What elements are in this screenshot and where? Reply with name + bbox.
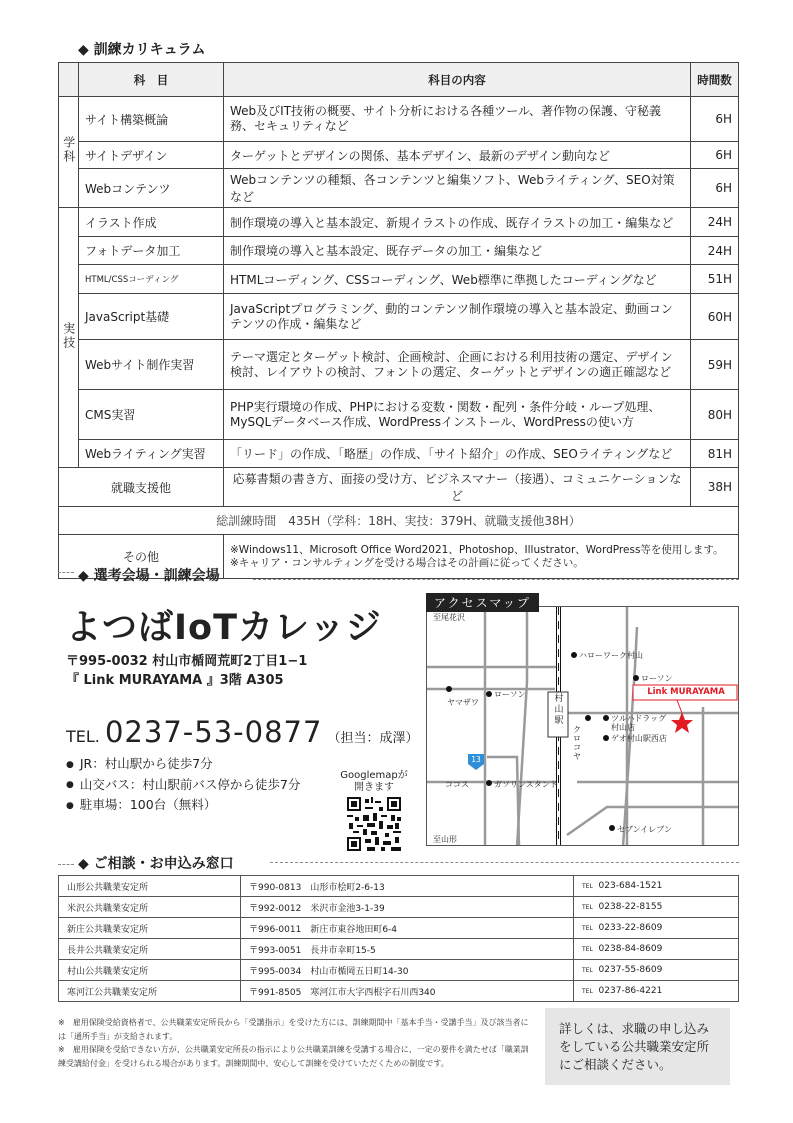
content-cell: 制作環境の導入と基本設定、新規イラストの作成、既存イラストの加工・編集など xyxy=(224,208,691,237)
total-hours: 総訓練時間 435H（学科：18H、実技：379H、就職支援他38H） xyxy=(59,507,739,535)
office-tel: TEL 0237-55-8609 xyxy=(574,960,739,981)
label-lawson-east: ローソン xyxy=(641,674,673,683)
divider xyxy=(58,864,74,865)
content-cell: 「リード」の作成、「略歴」の作成、「サイト紹介」の作成、SEOライティングなど xyxy=(224,440,691,468)
table-row xyxy=(59,169,739,208)
job-support-content: 応募書類の書き方、面接の受け方、ビジネスマナー（接遇）、コミュニケーションなど xyxy=(224,468,691,507)
label-link-murayama: Link MURAYAMA xyxy=(647,687,725,697)
content-cell: JavaScriptプログラミング、動的コンテンツ制作環境の導入と基本設定、動画コンテンツの作成・編集など xyxy=(224,294,691,340)
table-row xyxy=(59,142,739,169)
table-row xyxy=(59,981,739,1002)
content-cell: HTMLコーディング、CSSコーディング、Web標準に準拠したコーディングなど xyxy=(224,265,691,294)
table-row xyxy=(59,876,739,897)
divider xyxy=(253,579,739,580)
subject-cell: CMS実習 xyxy=(79,390,224,440)
label-station: 村山駅 xyxy=(554,694,564,726)
table-row xyxy=(59,960,739,981)
table-row xyxy=(59,939,739,960)
subject-cell: サイト構築概論 xyxy=(79,97,224,142)
table-row xyxy=(59,897,739,918)
school-name: よつばIoTカレッジ xyxy=(66,608,382,648)
office-address: 〒990-0813 山形市桧町2-6-13 xyxy=(241,876,574,897)
map-title: アクセスマップ xyxy=(426,593,539,612)
table-row xyxy=(59,265,739,294)
divider xyxy=(58,572,74,573)
label-to-yamagata: 至山形 xyxy=(433,835,457,844)
office-tel: TEL 0233-22-8609 xyxy=(574,918,739,939)
curriculum-table xyxy=(58,62,739,579)
job-support-subject: 就職支援他 xyxy=(59,468,224,507)
label-lawson-west: ローソン xyxy=(494,690,526,699)
content-cell: Webコンテンツの種類、各コンテンツと編集ソフト、Webライティング、SEO対策など xyxy=(224,169,691,208)
office-address: 〒996-0011 新庄市東谷地田町6-4 xyxy=(241,918,574,939)
table-row xyxy=(59,390,739,440)
access-map[interactable] xyxy=(426,606,739,846)
office-tel: TEL 0237-86-4221 xyxy=(574,981,739,1002)
access-item: ● 山交バス：村山駅前バス停から徒歩7分 xyxy=(66,775,300,796)
office-name: 米沢公共職業安定所 xyxy=(59,897,241,918)
subject-cell: Webコンテンツ xyxy=(79,169,224,208)
office-name: 新庄公共職業安定所 xyxy=(59,918,241,939)
route-13-icon: 13 xyxy=(471,755,481,764)
footnotes xyxy=(58,1016,530,1070)
office-name: 村山公共職業安定所 xyxy=(59,960,241,981)
qr-note: Googlemapが 開きます xyxy=(340,770,408,793)
tel-number: 0237-53-0877 xyxy=(104,715,323,749)
header-category xyxy=(59,63,79,97)
hours-cell: 6H xyxy=(691,169,739,208)
total-row xyxy=(59,507,739,535)
curriculum-section-title: ◆ 訓練カリキュラム xyxy=(78,42,206,58)
office-tel: TEL 0238-22-8155 xyxy=(574,897,739,918)
header-content: 科目の内容 xyxy=(224,63,691,97)
header-hours: 時間数 xyxy=(691,63,739,97)
other-note-1: ※Windows11、Microsoft Office Word2021、Photoshop、Illustrator、WordPress等を使用します。 xyxy=(230,543,724,556)
table-row xyxy=(59,340,739,390)
office-name: 山形公共職業安定所 xyxy=(59,876,241,897)
content-cell: 制作環境の導入と基本設定、既存データの加工・編集など xyxy=(224,237,691,265)
category-academic: 学科 xyxy=(59,97,79,208)
offices-table xyxy=(58,875,739,1002)
label-tsuruha: ツルハドラッグ村山店 xyxy=(611,714,667,732)
table-row xyxy=(59,918,739,939)
label-cocos: ココス xyxy=(445,780,469,789)
hours-cell: 24H xyxy=(691,208,739,237)
header-subject: 科 目 xyxy=(79,63,224,97)
other-note-2: ※キャリア・コンサルティングを受ける場合はその計画に従ってください。 xyxy=(230,556,584,569)
address-line-2: 『 Link MURAYAMA 』3階 A305 xyxy=(66,673,284,688)
office-name: 長井公共職業安定所 xyxy=(59,939,241,960)
venue-section-title: ◆ 選考会場・訓練会場 xyxy=(78,568,220,584)
contact-section-title: ◆ ご相談・お申込み窓口 xyxy=(78,856,234,872)
office-address: 〒993-0051 長井市幸町15-5 xyxy=(241,939,574,960)
subject-cell: サイトデザイン xyxy=(79,142,224,169)
subject-cell: Webサイト制作実習 xyxy=(79,340,224,390)
table-row xyxy=(59,97,739,142)
category-practical: 実技 xyxy=(59,208,79,468)
other-label: その他 xyxy=(59,535,224,579)
table-row xyxy=(59,468,739,507)
hours-cell: 81H xyxy=(691,440,739,468)
access-item: ● 駐車場：100台（無料） xyxy=(66,795,300,816)
access-item: ● JR：村山駅から徒歩7分 xyxy=(66,754,300,775)
office-address: 〒991-8505 寒河江市大字西根字石川西340 xyxy=(241,981,574,1002)
office-tel: TEL 0238-84-8609 xyxy=(574,939,739,960)
table-row xyxy=(59,237,739,265)
subject-cell: Webライティング実習 xyxy=(79,440,224,468)
job-support-hours: 38H xyxy=(691,468,739,507)
subject-cell: HTML/CSSコーディング xyxy=(79,265,224,294)
hours-cell: 60H xyxy=(691,294,739,340)
hours-cell: 6H xyxy=(691,97,739,142)
content-cell: PHP実行環境の作成、PHPにおける変数・関数・配列・条件分岐・ループ処理、MySQLデータベース作成、WordPressインストール、WordPressの使い方 xyxy=(224,390,691,440)
qr-code-icon[interactable] xyxy=(347,797,401,851)
content-cell: ターゲットとデザインの関係、基本デザイン、最新のデザイン動向など xyxy=(224,142,691,169)
tel-contact-person: （担当：成澤） xyxy=(327,731,419,746)
office-address: 〒995-0034 村山市楯岡五日町14-30 xyxy=(241,960,574,981)
other-notes xyxy=(224,535,739,579)
label-gas-station: ガソリンスタンド xyxy=(494,780,558,789)
access-list xyxy=(66,754,300,816)
table-row xyxy=(59,294,739,340)
label-kurokoya: クロコヤ xyxy=(573,725,581,761)
office-tel: TEL 023-684-1521 xyxy=(574,876,739,897)
table-row xyxy=(59,440,739,468)
content-cell: Web及びIT技術の概要、サイト分析における各種ツール、著作物の保護、守秘義務、セキュリティなど xyxy=(224,97,691,142)
hours-cell: 6H xyxy=(691,142,739,169)
hours-cell: 59H xyxy=(691,340,739,390)
tel-label: TEL. xyxy=(66,727,100,746)
table-row xyxy=(59,208,739,237)
hours-cell: 24H xyxy=(691,237,739,265)
label-to-obanazawa: 至尾花沢 xyxy=(433,613,465,622)
hours-cell: 51H xyxy=(691,265,739,294)
hours-cell: 80H xyxy=(691,390,739,440)
info-box: 詳しくは、求職の申し込みをしている公共職業安定所にご相談ください。 xyxy=(545,1008,730,1085)
subject-cell: フォトデータ加工 xyxy=(79,237,224,265)
telephone xyxy=(66,715,419,749)
divider xyxy=(270,862,739,863)
subject-cell: JavaScript基礎 xyxy=(79,294,224,340)
office-address: 〒992-0012 米沢市金池3-1-39 xyxy=(241,897,574,918)
label-yamazawa: ヤマザワ xyxy=(447,698,479,707)
subject-cell: イラスト作成 xyxy=(79,208,224,237)
label-geo: ゲオ村山駅西店 xyxy=(611,734,667,743)
address-line-1: 〒995-0032 村山市楯岡荒町2丁目1−1 xyxy=(66,654,308,669)
content-cell: テーマ選定とターゲット検討、企画検討、企画における利用技術の選定、デザイン検討、レイアウトの検討、フォントの選定、ターゲットとデザインの適正確認など xyxy=(224,340,691,390)
label-hellowork: ハローワーク村山 xyxy=(579,651,643,660)
footnote-2: ※ 雇用保険を受給できない方が、公共職業安定所長の指示により公共職業訓練を受講する場合に、一定の要件を満たせば「職業訓練受講給付金」を受けられる場合があります。訓練期間中、安心して訓練を受けていただくための制度です。 xyxy=(58,1045,529,1068)
label-seven-eleven: セブンイレブン xyxy=(617,825,672,834)
office-name: 寒河江公共職業安定所 xyxy=(59,981,241,1002)
footnote-1: ※ 雇用保険受給資格者で、公共職業安定所長から「受講指示」を受けた方には、訓練期間中「基本手当・受講手当」及び該当者には「通所手当」が支給されます。 xyxy=(58,1018,529,1041)
